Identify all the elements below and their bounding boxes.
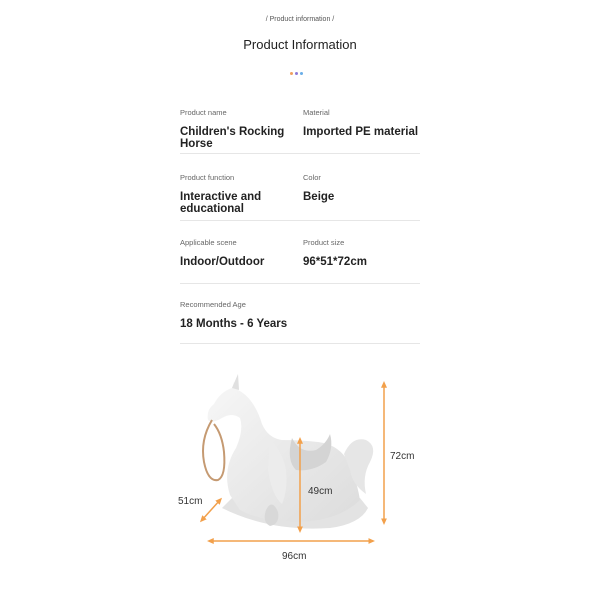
dot-blue bbox=[300, 72, 303, 75]
spec-applicable-scene bbox=[180, 238, 300, 268]
spec-value: 96*51*72cm bbox=[303, 256, 367, 268]
spec-product-function bbox=[180, 173, 290, 215]
decorative-dots bbox=[290, 72, 303, 75]
divider bbox=[180, 153, 420, 154]
length-label: 96cm bbox=[282, 551, 307, 562]
spec-value: Imported PE material bbox=[303, 126, 419, 138]
depth-label: 51cm bbox=[178, 496, 203, 507]
breadcrumb: / Product information / bbox=[265, 16, 335, 23]
rope-rein bbox=[203, 420, 224, 480]
height-label: 72cm bbox=[390, 451, 415, 462]
horn bbox=[232, 374, 239, 390]
seat-height-label: 49cm bbox=[308, 486, 333, 497]
spec-label: Material bbox=[303, 108, 330, 117]
spec-value: 18 Months - 6 Years bbox=[180, 318, 288, 330]
spec-label: Recommended Age bbox=[180, 300, 246, 309]
spec-label: Product size bbox=[303, 238, 345, 247]
spec-label: Product function bbox=[180, 173, 235, 182]
spec-label: Product name bbox=[180, 108, 227, 117]
spec-label: Applicable scene bbox=[180, 238, 237, 247]
spec-value: Indoor/Outdoor bbox=[180, 256, 265, 268]
rocking-horse-illustration bbox=[0, 370, 600, 580]
spec-value: Beige bbox=[303, 191, 335, 203]
divider bbox=[180, 343, 420, 344]
spec-product-size bbox=[303, 238, 423, 268]
page-title: Product Information bbox=[243, 37, 357, 52]
spec-product-name bbox=[180, 108, 290, 150]
spec-material bbox=[303, 108, 428, 138]
spec-label: Color bbox=[303, 173, 321, 182]
spec-color bbox=[303, 173, 423, 203]
dot-purple bbox=[295, 72, 298, 75]
spec-value: Children's Rocking Horse bbox=[180, 126, 285, 150]
dot-orange bbox=[290, 72, 293, 75]
divider bbox=[180, 283, 420, 284]
spec-value: Interactive and educational bbox=[180, 191, 262, 215]
divider bbox=[180, 220, 420, 221]
spec-recommended-age bbox=[180, 300, 380, 330]
depth-arrow bbox=[202, 500, 220, 520]
